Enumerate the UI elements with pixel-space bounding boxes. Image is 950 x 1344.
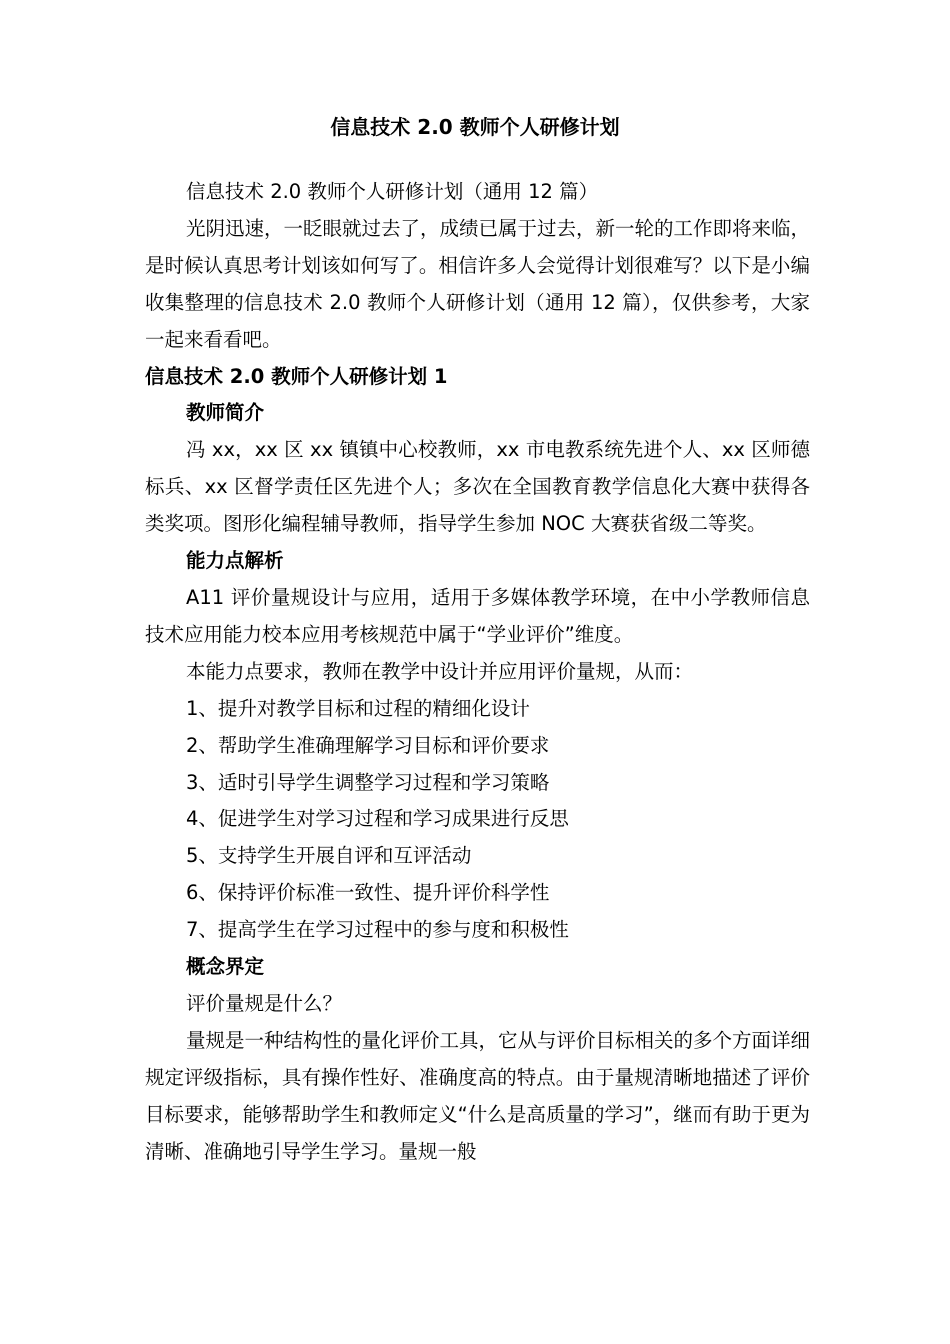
document-subtitle: 信息技术 2.0 教师个人研修计划（通用 12 篇）: [186, 180, 599, 203]
teacher-intro-heading: 教师简介: [186, 401, 265, 425]
ability-heading: 能力点解析: [186, 549, 284, 573]
concept-heading: 概念界定: [186, 955, 265, 979]
list-item: 6、保持评价标准一致性、提升评价科学性: [186, 881, 550, 905]
intro-paragraph: 光阴迅速，一眨眼就过去了，成绩已属于过去，新一轮的工作即将来临，是时候认真思考计划该如何写了。相信许多人会觉得计划很难写？以下是小编收集整理的信息技术 2.0 教师个人研修计划（通用 12 篇），仅供参考，大家一起来看看吧。: [145, 216, 811, 351]
list-item: 4、促进学生对学习过程和学习成果进行反思: [186, 807, 569, 831]
list-item: 3、适时引导学生调整学习过程和学习策略: [186, 770, 550, 794]
list-item: 7、提高学生在学习过程中的参与度和积极性: [186, 918, 569, 942]
document-body: [145, 174, 810, 1170]
document-title: 信息技术 2.0 教师个人研修计划: [330, 115, 620, 139]
requirement-paragraph: 本能力点要求，教师在教学中设计并应用评价量规，从而：: [186, 659, 694, 683]
ability-paragraph: A11 评价量规设计与应用，适用于多媒体教学环境，在中小学教师信息技术应用能力校本应用考核规范中属于“学业评价”维度。: [145, 585, 810, 646]
list-item: 1、提升对教学目标和过程的精细化设计: [186, 696, 530, 720]
list-item: 5、支持学生开展自评和互评活动: [186, 844, 472, 868]
section-heading: 信息技术 2.0 教师个人研修计划 1: [145, 364, 448, 388]
concept-question: 评价量规是什么？: [186, 991, 343, 1015]
teacher-intro-paragraph: 冯 xx，xx 区 xx 镇镇中心校教师，xx 市电教系统先进个人、xx 区师德标兵、xx 区督学责任区先进个人；多次在全国教育教学信息化大赛中获得各类奖项。图形化编程辅导教师，指导学生参加 NOC 大赛获省级二等奖。: [145, 438, 810, 536]
list-item: 2、帮助学生准确理解学习目标和评价要求: [186, 733, 550, 757]
concept-paragraph: 量规是一种结构性的量化评价工具，它从与评价目标相关的多个方面详细规定评级指标，具有操作性好、准确度高的特点。由于量规清晰地描述了评价目标要求，能够帮助学生和教师定义“什么是高质量的学习”，继而有助于更为清晰、准确地引导学生学习。量规一般: [145, 1028, 811, 1163]
